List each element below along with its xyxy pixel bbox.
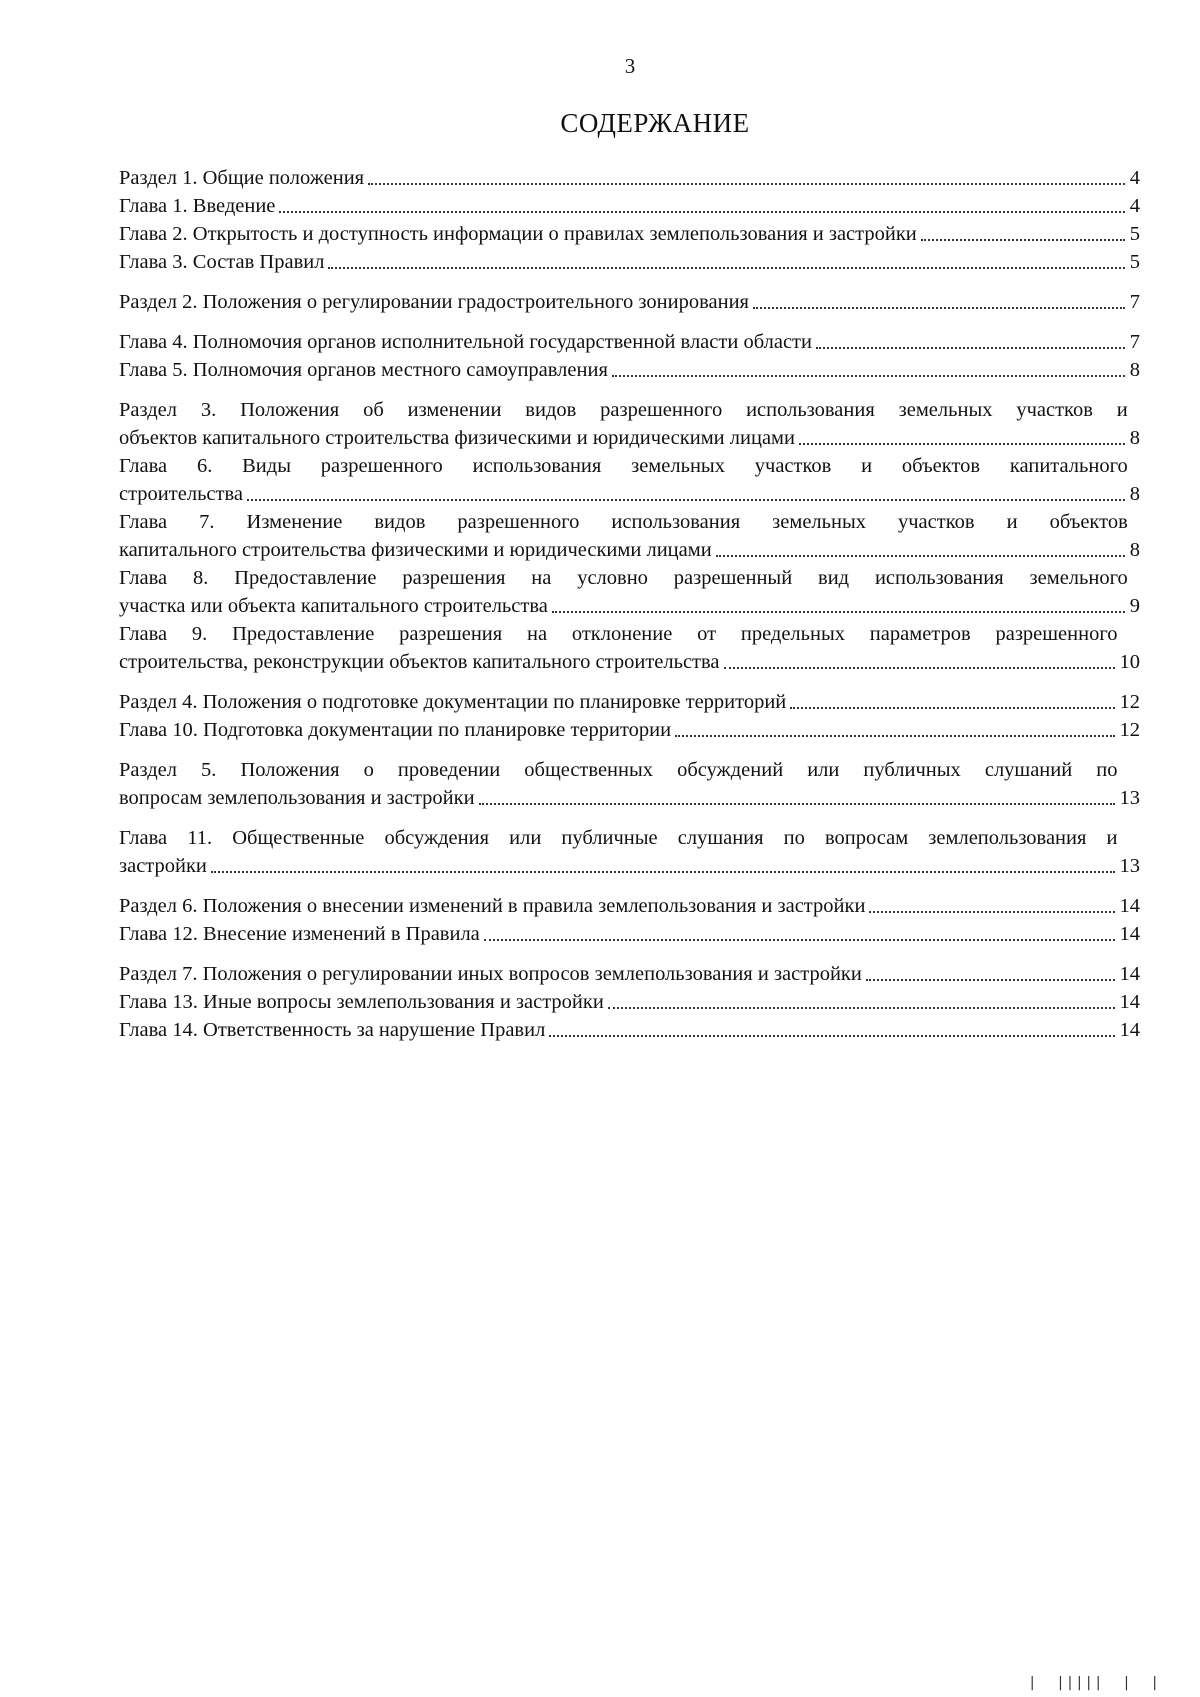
toc-entry-title-line: вопросам землепользования и застройки <box>119 787 475 809</box>
toc-entry-title-line: Глава 11. Общественные обсуждения или публичные слушания по вопросам землепользования и <box>119 827 1118 849</box>
toc-leader-dots <box>921 239 1125 241</box>
toc-entry-title: Раздел 6. Положения о внесении изменений в правила землепользования и застройки <box>119 895 866 917</box>
toc-entry[interactable] <box>119 288 1140 316</box>
toc-leader-dots <box>211 871 1115 873</box>
toc-entry-title: Глава 2. Открытость и доступность информации о правилах землепользования и застройки <box>119 223 917 245</box>
toc-leader-dots <box>247 499 1125 501</box>
toc-leader-dots <box>866 979 1115 981</box>
toc-entry[interactable] <box>119 220 1140 248</box>
toc-entry[interactable] <box>119 564 1140 620</box>
toc-leader-dots <box>552 611 1125 613</box>
toc-entry[interactable] <box>119 620 1140 676</box>
toc-entry-title: Раздел 2. Положения о регулировании градостроительного зонирования <box>119 291 749 313</box>
toc-leader-dots <box>368 183 1125 185</box>
toc-entry-title: Глава 12. Внесение изменений в Правила <box>119 923 480 945</box>
toc-leader-dots <box>790 707 1114 709</box>
toc-entry-title: Раздел 1. Общие положения <box>119 167 365 189</box>
toc-page-number: 14 <box>1119 895 1140 917</box>
toc-entry[interactable] <box>119 920 1140 948</box>
toc-leader-dots <box>753 307 1125 309</box>
toc-leader-dots <box>328 267 1124 269</box>
scan-marks: | ||||| | | <box>1027 1675 1160 1691</box>
toc-page-number: 14 <box>1119 991 1140 1013</box>
toc-page-number: 7 <box>1129 331 1140 353</box>
toc-page-number: 5 <box>1129 251 1140 273</box>
toc-page-number: 8 <box>1129 427 1140 449</box>
toc-entry-title-line: строительства <box>119 483 243 505</box>
toc-entry[interactable] <box>119 824 1140 880</box>
toc-entry-title: Глава 3. Состав Правил <box>119 251 325 273</box>
toc-page-number: 4 <box>1129 195 1140 217</box>
toc-leader-dots <box>724 667 1115 669</box>
toc-entry[interactable] <box>119 892 1140 920</box>
toc-entry-title: Раздел 4. Положения о подготовке документации по планировке территорий <box>119 691 787 713</box>
toc-page-number: 8 <box>1129 539 1140 561</box>
toc-entry[interactable] <box>119 452 1140 508</box>
toc-page-number: 12 <box>1119 719 1140 741</box>
toc-entry[interactable] <box>119 508 1140 564</box>
toc-entry-title: Раздел 7. Положения о регулировании иных вопросов землепользования и застройки <box>119 963 862 985</box>
toc-entry[interactable] <box>119 328 1140 356</box>
toc-leader-dots <box>279 211 1124 213</box>
toc-page-number: 7 <box>1129 291 1140 313</box>
toc-page-number: 4 <box>1129 167 1140 189</box>
toc-entry-title: Глава 10. Подготовка документации по планировке территории <box>119 719 672 741</box>
toc-entry[interactable] <box>119 756 1140 812</box>
toc-page-number: 13 <box>1119 787 1140 809</box>
toc-leader-dots <box>869 911 1114 913</box>
toc-entry[interactable] <box>119 192 1140 220</box>
toc-page-number: 14 <box>1119 1019 1140 1041</box>
toc-entry[interactable] <box>119 356 1140 384</box>
toc-entry[interactable] <box>119 988 1140 1016</box>
toc-entry-title-line: Глава 6. Виды разрешенного использования земельных участков и объектов капитального <box>119 455 1128 477</box>
toc-entry-title-line: Глава 8. Предоставление разрешения на условно разрешенный вид использования земельного <box>119 567 1128 589</box>
toc-entry[interactable] <box>119 248 1140 276</box>
toc-leader-dots <box>608 1007 1115 1009</box>
toc-page-number: 14 <box>1119 923 1140 945</box>
toc-leader-dots <box>612 375 1125 377</box>
toc-leader-dots <box>716 555 1125 557</box>
toc-entry[interactable] <box>119 688 1140 716</box>
toc-leader-dots <box>675 735 1114 737</box>
toc-leader-dots <box>799 443 1125 445</box>
toc-page-number: 10 <box>1119 651 1140 673</box>
toc-page-number: 8 <box>1129 359 1140 381</box>
toc-leader-dots <box>484 939 1115 941</box>
toc-leader-dots <box>549 1035 1114 1037</box>
toc-entry-title-line: объектов капитального строительства физическими и юридическими лицами <box>119 427 795 449</box>
toc-page-number: 12 <box>1119 691 1140 713</box>
toc-entry[interactable] <box>119 716 1140 744</box>
toc-entry[interactable] <box>119 164 1140 192</box>
toc-entry-title-line: участка или объекта капитального строительства <box>119 595 548 617</box>
toc-leader-dots <box>479 803 1115 805</box>
toc-entry-title-line: Раздел 5. Положения о проведении общественных обсуждений или публичных слушаний по <box>119 759 1118 781</box>
toc-entry-title-line: Глава 9. Предоставление разрешения на отклонение от предельных параметров разрешенного <box>119 623 1118 645</box>
toc-page-number: 9 <box>1129 595 1140 617</box>
toc-entry-title-line: Глава 7. Изменение видов разрешенного использования земельных участков и объектов <box>119 511 1128 533</box>
toc-page-number: 14 <box>1119 963 1140 985</box>
toc-entry-title: Глава 14. Ответственность за нарушение Правил <box>119 1019 546 1041</box>
toc-entry[interactable] <box>119 1016 1140 1044</box>
toc-entry-title-line: строительства, реконструкции объектов капитального строительства <box>119 651 720 673</box>
page-number: 3 <box>624 54 636 78</box>
page-title: СОДЕРЖАНИЕ <box>560 108 750 138</box>
toc-leader-dots <box>816 347 1125 349</box>
toc-entry-title: Глава 5. Полномочия органов местного самоуправления <box>119 359 608 381</box>
toc-entry-title-line: застройки <box>119 855 207 877</box>
toc-page-number: 13 <box>1119 855 1140 877</box>
table-of-contents <box>119 164 1140 1044</box>
toc-entry-title: Глава 4. Полномочия органов исполнительной государственной власти области <box>119 331 812 353</box>
toc-entry-title-line: капитального строительства физическими и юридическими лицами <box>119 539 712 561</box>
toc-entry-title: Глава 1. Введение <box>119 195 276 217</box>
toc-page-number: 5 <box>1129 223 1140 245</box>
toc-entry-title: Глава 13. Иные вопросы землепользования и застройки <box>119 991 604 1013</box>
toc-entry-title-line: Раздел 3. Положения об изменении видов разрешенного использования земельных участков и <box>119 399 1128 421</box>
toc-entry[interactable] <box>119 960 1140 988</box>
toc-entry[interactable] <box>119 396 1140 452</box>
toc-page-number: 8 <box>1129 483 1140 505</box>
